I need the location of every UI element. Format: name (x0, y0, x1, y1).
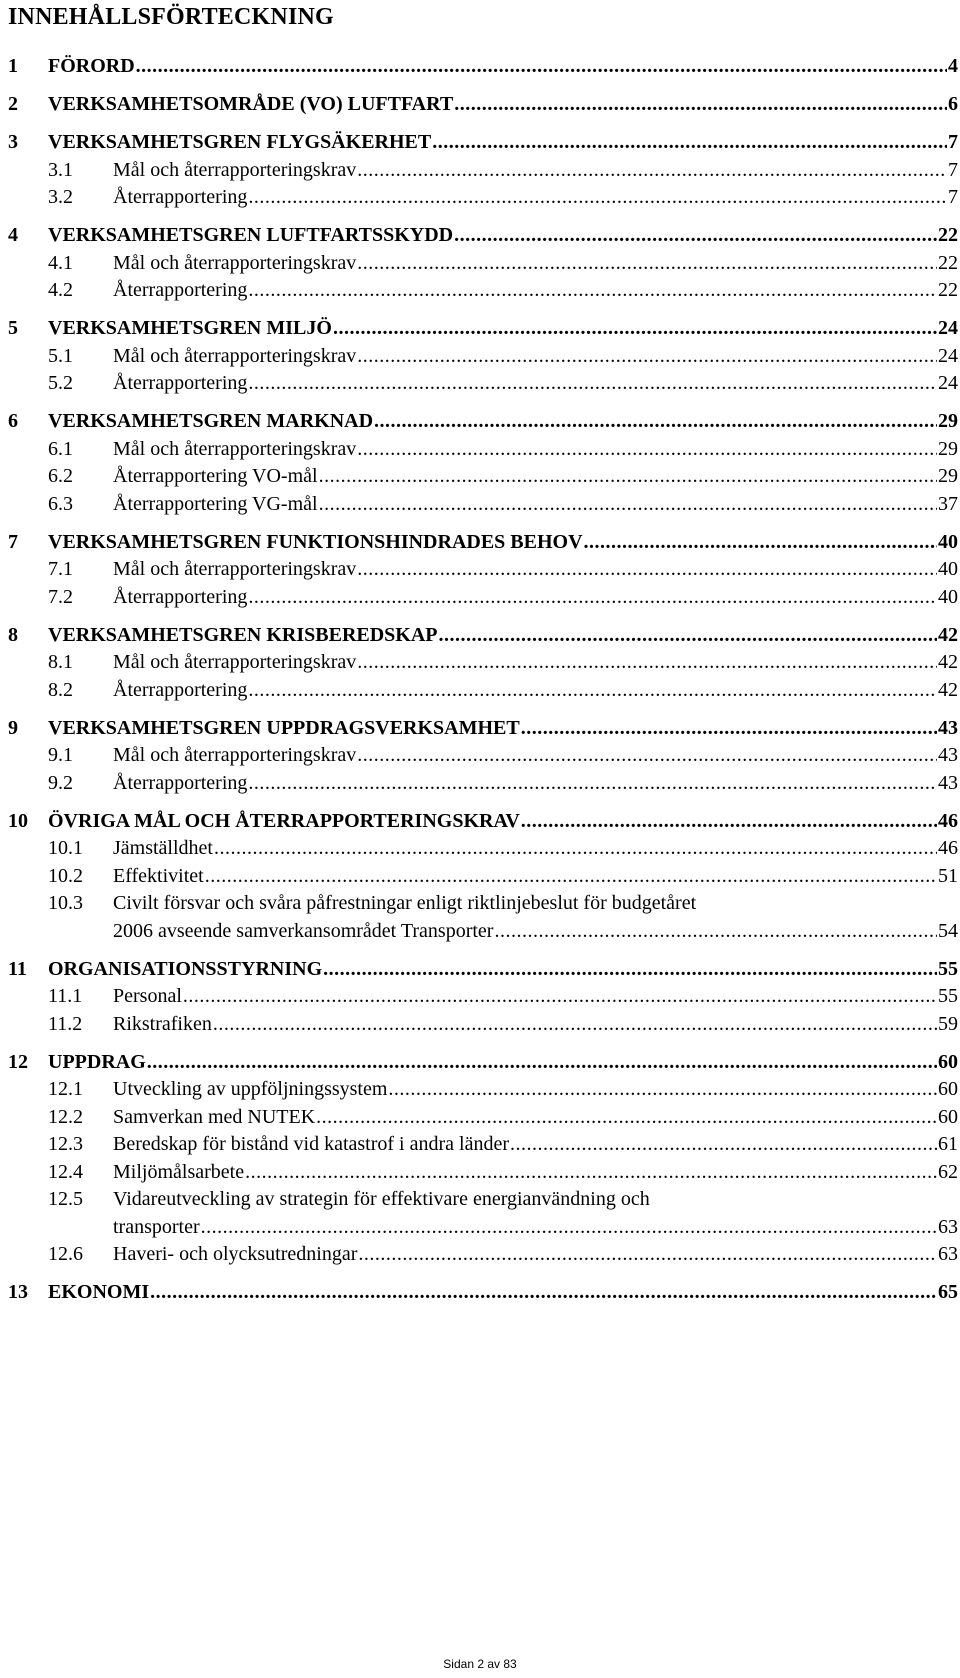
toc-subsection-9-1-number: 9.1 (48, 744, 73, 766)
toc-subsection-11-1-title: Personal (113, 985, 182, 1007)
toc-section-10-title: ÖVRIGA MÅL OCH ÅTERRAPPORTERINGSKRAV (48, 809, 520, 832)
toc-subsection-12-3[interactable] (48, 1133, 958, 1155)
dot-leader (388, 1078, 937, 1100)
toc-section-8[interactable] (8, 624, 958, 646)
toc-section-12-number: 12 (8, 1050, 28, 1073)
dot-leader (432, 131, 947, 153)
toc-subsection-12-2-title: Samverkan med NUTEK (113, 1105, 316, 1128)
toc-subsection-4-2-title: Återrapportering (113, 279, 248, 301)
dot-leader (333, 317, 937, 339)
toc-subsection-6-1-number: 6.1 (48, 437, 73, 460)
toc-section-1-page-number: 4 (948, 55, 958, 77)
toc-subsection-4-2-number: 4.2 (48, 279, 73, 301)
toc-subsection-3-2-number: 3.2 (48, 186, 73, 208)
toc-subsection-11-2[interactable] (48, 1013, 958, 1035)
toc-subsection-6-1-page-number: 29 (938, 437, 958, 460)
toc-title: INNEHÅLLSFÖRTECKNING (8, 4, 334, 30)
dot-leader (150, 1281, 937, 1303)
toc-subsection-9-2[interactable] (48, 772, 958, 794)
toc-subsection-10-3[interactable] (48, 892, 958, 914)
toc-subsection-7-1[interactable] (48, 558, 958, 580)
toc-subsection-8-1[interactable] (48, 651, 958, 673)
dot-leader (248, 279, 937, 301)
toc-subsection-12-5-continued[interactable] (113, 1216, 958, 1238)
dot-leader (319, 493, 937, 515)
toc-section-5-number: 5 (8, 317, 18, 339)
dot-leader (357, 159, 947, 181)
toc-section-13-number: 13 (8, 1281, 28, 1303)
dot-leader (245, 1161, 937, 1183)
toc-section-11[interactable] (8, 958, 958, 980)
toc-subsection-4-1-page-number: 22 (938, 251, 958, 274)
dot-leader (358, 1243, 937, 1265)
toc-section-8-page-number: 42 (938, 623, 958, 646)
toc-subsection-5-1[interactable] (48, 345, 958, 367)
toc-subsection-4-2-page-number: 22 (938, 279, 958, 301)
toc-section-11-page-number: 55 (938, 957, 958, 980)
toc-subsection-12-6-number: 12.6 (48, 1243, 83, 1265)
toc-subsection-12-2[interactable] (48, 1106, 958, 1128)
dot-leader (357, 252, 937, 274)
toc-section-3-number: 3 (8, 131, 18, 153)
toc-subsection-9-2-page-number: 43 (938, 771, 958, 794)
dot-leader (584, 531, 937, 553)
toc-subsection-6-2[interactable] (48, 465, 958, 487)
toc-subsection-10-2[interactable] (48, 865, 958, 887)
toc-section-9-title: VERKSAMHETSGREN UPPDRAGSVERKSAMHET (48, 716, 520, 739)
toc-section-2-title: VERKSAMHETSOMRÅDE (VO) LUFTFART (48, 93, 454, 115)
toc-subsection-6-2-title: Återrapportering VO-mål (113, 465, 318, 487)
toc-subsection-12-6[interactable] (48, 1243, 958, 1265)
toc-subsection-12-5-continued-title: transporter (113, 1215, 200, 1238)
toc-subsection-6-3-number: 6.3 (48, 492, 73, 515)
toc-section-8-number: 8 (8, 623, 18, 646)
dot-leader (357, 345, 937, 367)
dot-leader (214, 837, 937, 859)
dot-leader (357, 438, 937, 460)
toc-section-10-page-number: 46 (938, 809, 958, 832)
toc-section-3[interactable] (8, 131, 958, 153)
toc-subsection-10-3-continued[interactable] (113, 920, 958, 942)
toc-subsection-12-6-page-number: 63 (938, 1243, 958, 1265)
toc-subsection-12-4-page-number: 62 (938, 1160, 958, 1183)
toc-subsection-6-2-page-number: 29 (938, 465, 958, 487)
toc-subsection-8-1-page-number: 42 (938, 651, 958, 673)
dot-leader (201, 1216, 937, 1238)
toc-subsection-12-4-title: Miljömålsarbete (113, 1160, 245, 1183)
toc-section-11-number: 11 (8, 957, 27, 980)
toc-section-5-title: VERKSAMHETSGREN MILJÖ (48, 317, 332, 339)
dot-leader (205, 865, 937, 887)
toc-subsection-9-1[interactable] (48, 744, 958, 766)
dot-leader (494, 920, 937, 942)
toc-subsection-3-2-title: Återrapportering (113, 186, 248, 208)
dot-leader (183, 985, 937, 1007)
dot-leader (319, 465, 937, 487)
toc-section-3-page-number: 7 (948, 131, 958, 153)
toc-subsection-12-5-number: 12.5 (48, 1188, 83, 1210)
toc-section-2-page-number: 6 (948, 93, 958, 115)
toc-subsection-7-2-number: 7.2 (48, 585, 73, 608)
toc-subsection-4-1-title: Mål och återrapporteringskrav (113, 251, 357, 274)
dot-leader (323, 958, 937, 980)
toc-subsection-5-2-page-number: 24 (938, 372, 958, 394)
toc-subsection-8-2-number: 8.2 (48, 678, 73, 701)
toc-subsection-10-2-page-number: 51 (938, 864, 958, 887)
toc-section-6-title: VERKSAMHETSGREN MARKNAD (48, 410, 374, 432)
toc-section-6[interactable] (8, 410, 958, 432)
toc-subsection-8-1-number: 8.1 (48, 651, 73, 673)
toc-subsection-3-1-number: 3.1 (48, 158, 73, 181)
toc-section-13-title: EKONOMI (48, 1281, 150, 1303)
toc-section-7[interactable] (8, 531, 958, 553)
toc-section-11-title: ORGANISATIONSSTYRNING (48, 957, 323, 980)
dot-leader (248, 586, 937, 608)
toc-subsection-5-2[interactable] (48, 372, 958, 394)
dot-leader (510, 1133, 937, 1155)
dot-leader (374, 410, 937, 432)
toc-subsection-11-1[interactable] (48, 985, 958, 1007)
toc-subsection-5-1-title: Mål och återrapporteringskrav (113, 344, 357, 367)
toc-subsection-9-2-number: 9.2 (48, 771, 73, 794)
toc-subsection-4-1[interactable] (48, 252, 958, 274)
toc-section-10[interactable] (8, 810, 958, 832)
toc-subsection-10-1-number: 10.1 (48, 837, 83, 859)
dot-leader (454, 224, 937, 246)
toc-section-1-title: FÖRORD (48, 55, 135, 77)
toc-subsection-5-1-number: 5.1 (48, 344, 73, 367)
dot-leader (439, 624, 937, 646)
toc-subsection-6-2-number: 6.2 (48, 465, 73, 487)
toc-section-4-number: 4 (8, 224, 18, 246)
toc-subsection-12-3-page-number: 61 (938, 1133, 958, 1155)
toc-subsection-9-1-title: Mål och återrapporteringskrav (113, 744, 357, 766)
toc-subsection-6-1[interactable] (48, 438, 958, 460)
toc-subsection-7-2-page-number: 40 (938, 585, 958, 608)
dot-leader (316, 1106, 937, 1128)
toc-subsection-10-3-continued-page-number: 54 (938, 919, 958, 942)
toc-subsection-7-2-title: Återrapportering (113, 585, 248, 608)
toc-section-12[interactable] (8, 1051, 958, 1073)
dot-leader (248, 372, 937, 394)
toc-subsection-9-1-page-number: 43 (938, 744, 958, 766)
toc-subsection-12-2-number: 12.2 (48, 1105, 83, 1128)
toc-subsection-12-3-title: Beredskap för bistånd vid katastrof i andra länder (113, 1133, 509, 1155)
toc-section-6-number: 6 (8, 410, 18, 432)
toc-section-12-page-number: 60 (938, 1050, 958, 1073)
toc-subsection-8-2-title: Återrapportering (113, 678, 248, 701)
dot-leader (357, 651, 937, 673)
toc-subsection-11-2-number: 11.2 (48, 1012, 83, 1035)
dot-leader (147, 1051, 937, 1073)
toc-subsection-3-1[interactable] (48, 159, 958, 181)
toc-section-1-number: 1 (8, 55, 18, 77)
toc-subsection-3-2-page-number: 7 (948, 186, 958, 208)
toc-subsection-12-5[interactable] (48, 1188, 958, 1210)
toc-subsection-3-1-page-number: 7 (948, 158, 958, 181)
toc-subsection-7-1-title: Mål och återrapporteringskrav (113, 558, 357, 580)
dot-leader (521, 810, 937, 832)
dot-leader (357, 558, 937, 580)
toc-section-9[interactable] (8, 717, 958, 739)
toc-subsection-3-1-title: Mål och återrapporteringskrav (113, 158, 357, 181)
toc-section-12-title: UPPDRAG (48, 1050, 146, 1073)
toc-subsection-6-3-page-number: 37 (938, 492, 958, 515)
toc-section-5[interactable] (8, 317, 958, 339)
toc-section-13-page-number: 65 (938, 1281, 958, 1303)
toc-subsection-12-5-title: Vidareutveckling av strategin för effektivare energianvändning och (113, 1188, 650, 1210)
toc-subsection-12-1-title: Utveckling av uppföljningssystem (113, 1078, 388, 1100)
toc-subsection-10-1-title: Jämställdhet (113, 837, 213, 859)
toc-section-4-page-number: 22 (938, 224, 958, 246)
toc-subsection-12-5-continued-page-number: 63 (938, 1215, 958, 1238)
toc-subsection-12-1[interactable] (48, 1078, 958, 1100)
toc-subsection-10-1[interactable] (48, 837, 958, 859)
toc-subsection-7-1-number: 7.1 (48, 558, 73, 580)
dot-leader (357, 744, 937, 766)
toc-subsection-3-2[interactable] (48, 186, 958, 208)
toc-subsection-10-3-number: 10.3 (48, 892, 83, 914)
toc-section-10-number: 10 (8, 809, 28, 832)
toc-section-2[interactable] (8, 93, 958, 115)
toc-section-9-page-number: 43 (938, 716, 958, 739)
toc-section-13[interactable] (8, 1281, 958, 1303)
dot-leader (248, 772, 937, 794)
toc-section-4-title: VERKSAMHETSGREN LUFTFARTSSKYDD (48, 224, 454, 246)
dot-leader (213, 1013, 937, 1035)
toc-section-6-page-number: 29 (938, 410, 958, 432)
toc-subsection-10-2-number: 10.2 (48, 864, 83, 887)
toc-subsection-4-1-number: 4.1 (48, 251, 73, 274)
toc-subsection-12-6-title: Haveri- och olycksutredningar (113, 1243, 358, 1265)
toc-subsection-10-3-title: Civilt försvar och svåra påfrestningar enligt riktlinjebeslut för budgetåret (113, 892, 697, 914)
toc-section-7-number: 7 (8, 530, 18, 553)
toc-subsection-6-1-title: Mål och återrapporteringskrav (113, 437, 357, 460)
toc-subsection-8-1-title: Mål och återrapporteringskrav (113, 651, 357, 673)
dot-leader (248, 186, 947, 208)
toc-subsection-12-3-number: 12.3 (48, 1133, 83, 1155)
toc-section-7-page-number: 40 (938, 530, 958, 553)
toc-section-9-number: 9 (8, 716, 18, 739)
dot-leader (521, 717, 937, 739)
toc-subsection-12-4[interactable] (48, 1161, 958, 1183)
toc-section-4[interactable] (8, 224, 958, 246)
page-footer: Sidan 2 av 83 (443, 1657, 517, 1671)
toc-subsection-7-2[interactable] (48, 586, 958, 608)
toc-section-3-title: VERKSAMHETSGREN FLYGSÄKERHET (48, 131, 432, 153)
toc-section-8-title: VERKSAMHETSGREN KRISBEREDSKAP (48, 623, 438, 646)
toc-subsection-11-1-number: 11.1 (48, 985, 83, 1007)
toc-subsection-8-2[interactable] (48, 679, 958, 701)
toc-section-5-page-number: 24 (938, 317, 958, 339)
toc-subsection-10-1-page-number: 46 (938, 837, 958, 859)
dot-leader (136, 55, 947, 77)
toc-subsection-11-2-page-number: 59 (938, 1012, 958, 1035)
toc-section-2-number: 2 (8, 93, 18, 115)
toc-subsection-6-3[interactable] (48, 493, 958, 515)
toc-subsection-6-3-title: Återrapportering VG-mål (113, 492, 318, 515)
toc-section-7-title: VERKSAMHETSGREN FUNKTIONSHINDRADES BEHOV (48, 530, 583, 553)
toc-subsection-4-2[interactable] (48, 279, 958, 301)
toc-subsection-10-2-title: Effektivitet (113, 864, 204, 887)
toc-subsection-12-4-number: 12.4 (48, 1160, 83, 1183)
toc-subsection-11-2-title: Rikstrafiken (113, 1012, 212, 1035)
toc-subsection-12-1-number: 12.1 (48, 1078, 83, 1100)
toc-section-1[interactable] (8, 55, 958, 77)
dot-leader (248, 679, 937, 701)
toc-subsection-12-2-page-number: 60 (938, 1105, 958, 1128)
toc-subsection-8-2-page-number: 42 (938, 678, 958, 701)
dot-leader (454, 93, 947, 115)
toc-subsection-5-1-page-number: 24 (938, 344, 958, 367)
toc-subsection-5-2-number: 5.2 (48, 372, 73, 394)
toc-subsection-5-2-title: Återrapportering (113, 372, 248, 394)
toc-subsection-11-1-page-number: 55 (938, 985, 958, 1007)
toc-subsection-9-2-title: Återrapportering (113, 771, 248, 794)
toc-subsection-10-3-continued-title: 2006 avseende samverkansområdet Transporter (113, 919, 494, 942)
toc-subsection-12-1-page-number: 60 (938, 1078, 958, 1100)
toc-subsection-7-1-page-number: 40 (938, 558, 958, 580)
